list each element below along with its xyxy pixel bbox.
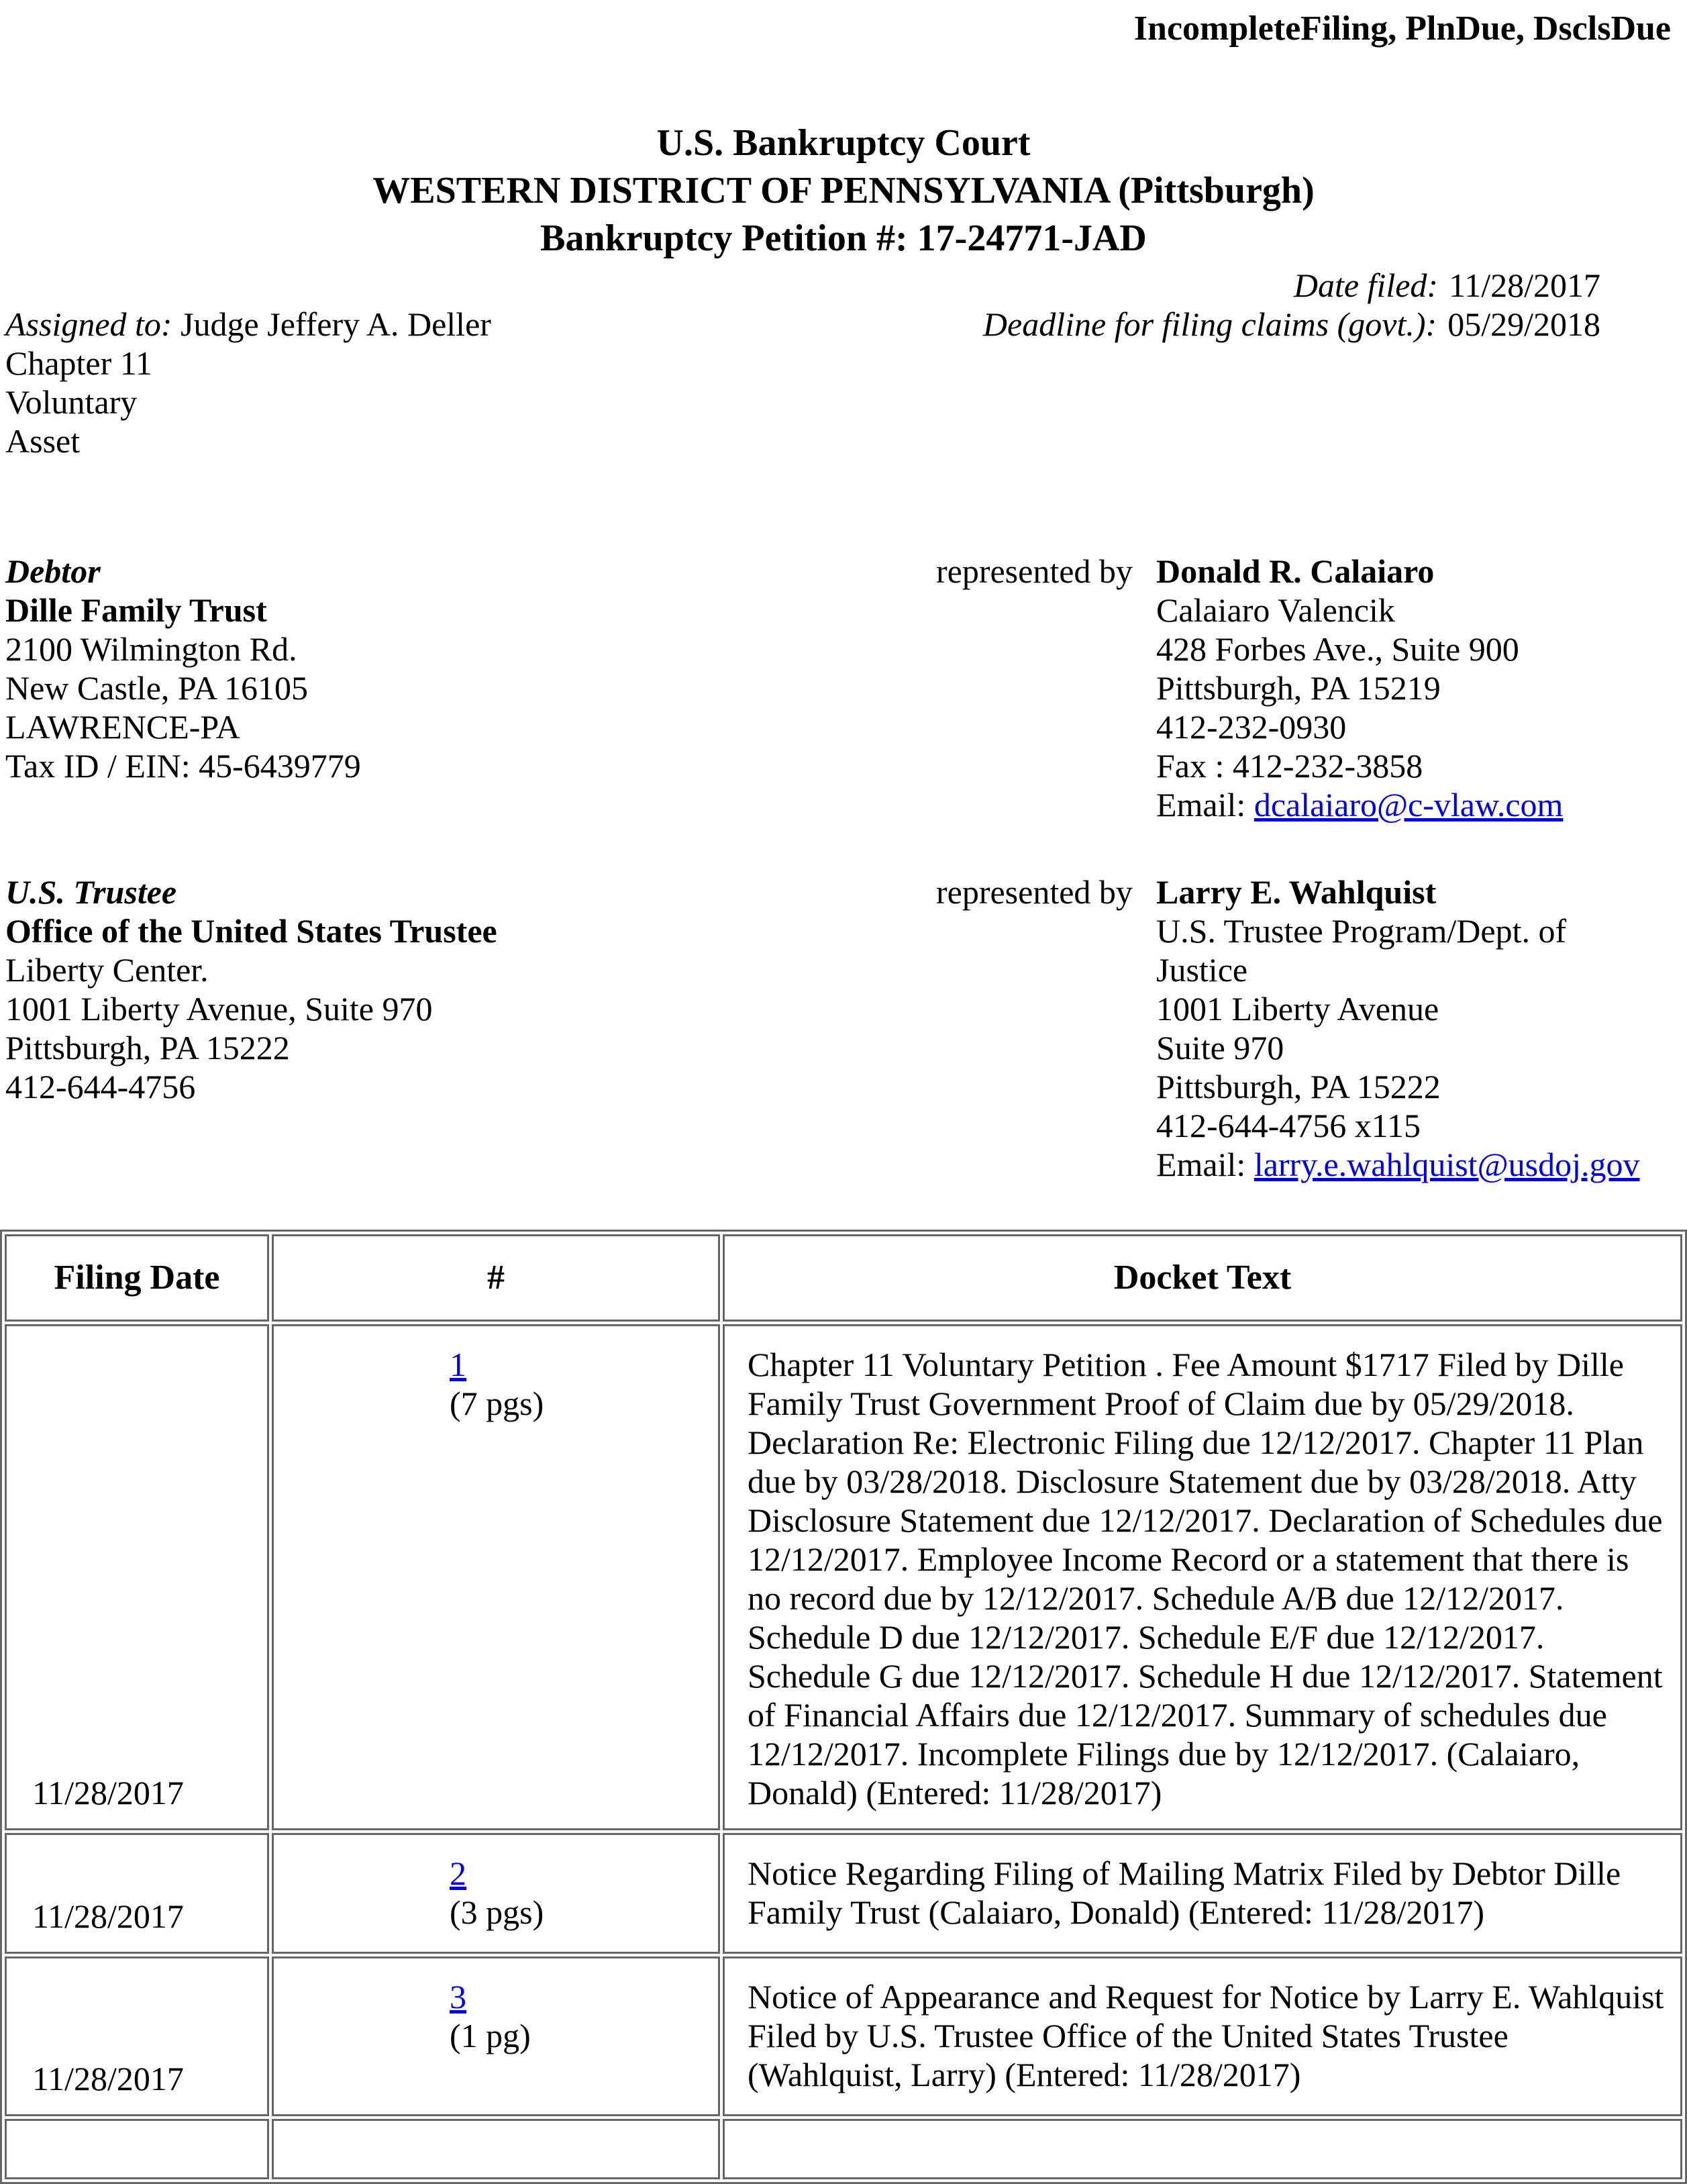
docket-text: Notice of Appearance and Request for Notice by Larry E. Wahlquist Filed by U.S. Trustee Office of the United States Trustee (Wahlquist, Larry) (Entered: 11/28/2017) <box>723 1956 1682 2116</box>
header-docket-text: Docket Text <box>723 1234 1682 1322</box>
docket-page-count: (7 pgs) <box>450 1385 544 1422</box>
trustee-attorney-address1: 1001 Liberty Avenue <box>1156 990 1439 1028</box>
trustee-name: Office of the United States Trustee <box>5 912 497 950</box>
debtor-attorney-name: Donald R. Calaiaro <box>1156 552 1435 590</box>
case-flags: IncompleteFiling, PlnDue, DsclsDue <box>1133 9 1671 48</box>
trustee-attorney-name: Larry E. Wahlquist <box>1156 873 1437 911</box>
docket-row <box>5 1956 1682 2116</box>
trustee-attorney-email-link[interactable]: larry.e.wahlquist@usdoj.gov <box>1254 1146 1640 1183</box>
petition-number: Bankruptcy Petition #: 17-24771-JAD <box>540 217 1147 259</box>
date-filed-value: 11/28/2017 <box>1449 266 1600 304</box>
debtor-represented-by: represented by <box>936 552 1133 590</box>
case-type: Voluntary <box>5 383 138 421</box>
docket-entry-link[interactable]: 2 <box>450 1854 466 1892</box>
trustee-address2: 1001 Liberty Avenue, Suite 970 <box>5 990 433 1028</box>
trustee-email-label: Email: <box>1156 1146 1246 1183</box>
debtor-attorney-phone: 412-232-0930 <box>1156 708 1347 746</box>
case-info <box>5 305 491 460</box>
debtor-role: Debtor <box>5 552 101 590</box>
trustee-block <box>5 873 497 1106</box>
debtor-taxid: Tax ID / EIN: 45-6439779 <box>5 747 361 785</box>
debtor-name: Dille Family Trust <box>5 591 267 629</box>
trustee-represented-by: represented by <box>936 873 1133 911</box>
debtor-email-label: Email: <box>1156 786 1246 824</box>
docket-page-count: (3 pgs) <box>450 1893 544 1931</box>
assigned-judge: Judge Jeffery A. Deller <box>181 305 491 343</box>
debtor-attorney-address1: 428 Forbes Ave., Suite 900 <box>1156 630 1519 668</box>
docket-number-cell <box>272 1324 720 1830</box>
debtor-attorney-fax: Fax : 412-232-3858 <box>1156 747 1423 785</box>
date-filed-label: Date filed: <box>1293 266 1439 304</box>
docket-row-partial <box>5 2119 1682 2179</box>
debtor-attorney-email-link[interactable]: dcalaiaro@c-vlaw.com <box>1254 786 1564 824</box>
deadline-value: 05/29/2018 <box>1447 305 1600 343</box>
docket-row <box>5 1324 1682 1830</box>
docket-entry-link[interactable]: 1 <box>450 1346 466 1383</box>
assigned-label: Assigned to: <box>5 305 172 343</box>
case-caption <box>0 119 1687 262</box>
trustee-attorney-address3: Pittsburgh, PA 15222 <box>1156 1068 1441 1105</box>
debtor-attorney-address2: Pittsburgh, PA 15219 <box>1156 669 1441 707</box>
docket-date: 11/28/2017 <box>5 1956 269 2116</box>
district-name: WESTERN DISTRICT OF PENNSYLVANIA (Pittsburgh) <box>372 170 1315 211</box>
asset-status: Asset <box>5 422 81 460</box>
docket-number-cell <box>272 1956 720 2116</box>
docket-date: 11/28/2017 <box>5 1833 269 1954</box>
docket-header-row <box>5 1234 1682 1322</box>
trustee-role: U.S. Trustee <box>5 873 177 911</box>
docket-text: Chapter 11 Voluntary Petition . Fee Amount $1717 Filed by Dille Family Trust Government Proof of Claim due by 05/29/2018. Declaration Re: Electronic Filing due 12/12/2017. Chapter 11 Plan due by 03/28/2018. Disclosure Statement due by 03/28/2018. Atty Disclosure Statement due 12/12/2017. Declaration of Schedules due 12/12/2017. Employee Income Record or a statement that there is no record due by 12/12/2017. Schedule A/B due 12/12/2017. Schedule D due 12/12/2017. Schedule E/F due 12/12/2017. Schedule G due 12/12/2017. Schedule H due 12/12/2017. Statement of Financial Affairs due 12/12/2017. Summary of schedules due 12/12/2017. Incomplete Filings due by 12/12/2017. (Calaiaro, Donald) (Entered: 11/28/2017) <box>723 1324 1682 1830</box>
trustee-attorney-block <box>1156 873 1639 1184</box>
deadline-label: Deadline for filing claims (govt.): <box>982 305 1437 343</box>
debtor-address2: New Castle, PA 16105 <box>5 669 308 707</box>
trustee-attorney-address2: Suite 970 <box>1156 1029 1284 1066</box>
debtor-county: LAWRENCE-PA <box>5 708 240 746</box>
trustee-attorney-org2: Justice <box>1156 951 1248 989</box>
docket-text: Notice Regarding Filing of Mailing Matrix Filed by Debtor Dille Family Trust (Calaiaro, Donald) (Entered: 11/28/2017) <box>723 1833 1682 1954</box>
docket-date: 11/28/2017 <box>5 1324 269 1830</box>
trustee-attorney-org1: U.S. Trustee Program/Dept. of <box>1156 912 1567 950</box>
docket-row <box>5 1833 1682 1954</box>
trustee-phone: 412-644-4756 <box>5 1068 196 1105</box>
trustee-address1: Liberty Center. <box>5 951 209 989</box>
header-number: # <box>272 1234 720 1322</box>
docket-table <box>0 1230 1687 2184</box>
chapter: Chapter 11 <box>5 344 152 382</box>
debtor-address1: 2100 Wilmington Rd. <box>5 630 297 668</box>
docket-number-cell <box>272 1833 720 1954</box>
trustee-attorney-phone: 412-644-4756 x115 <box>1156 1107 1421 1144</box>
docket-page-count: (1 pg) <box>450 2017 531 2054</box>
case-dates <box>671 266 1600 344</box>
court-name: U.S. Bankruptcy Court <box>656 122 1031 164</box>
header-filing-date: Filing Date <box>5 1234 269 1322</box>
debtor-attorney-block <box>1156 552 1563 824</box>
debtor-attorney-firm: Calaiaro Valencik <box>1156 591 1395 629</box>
trustee-address3: Pittsburgh, PA 15222 <box>5 1029 290 1066</box>
debtor-block <box>5 552 361 785</box>
docket-entry-link[interactable]: 3 <box>450 1978 466 2016</box>
